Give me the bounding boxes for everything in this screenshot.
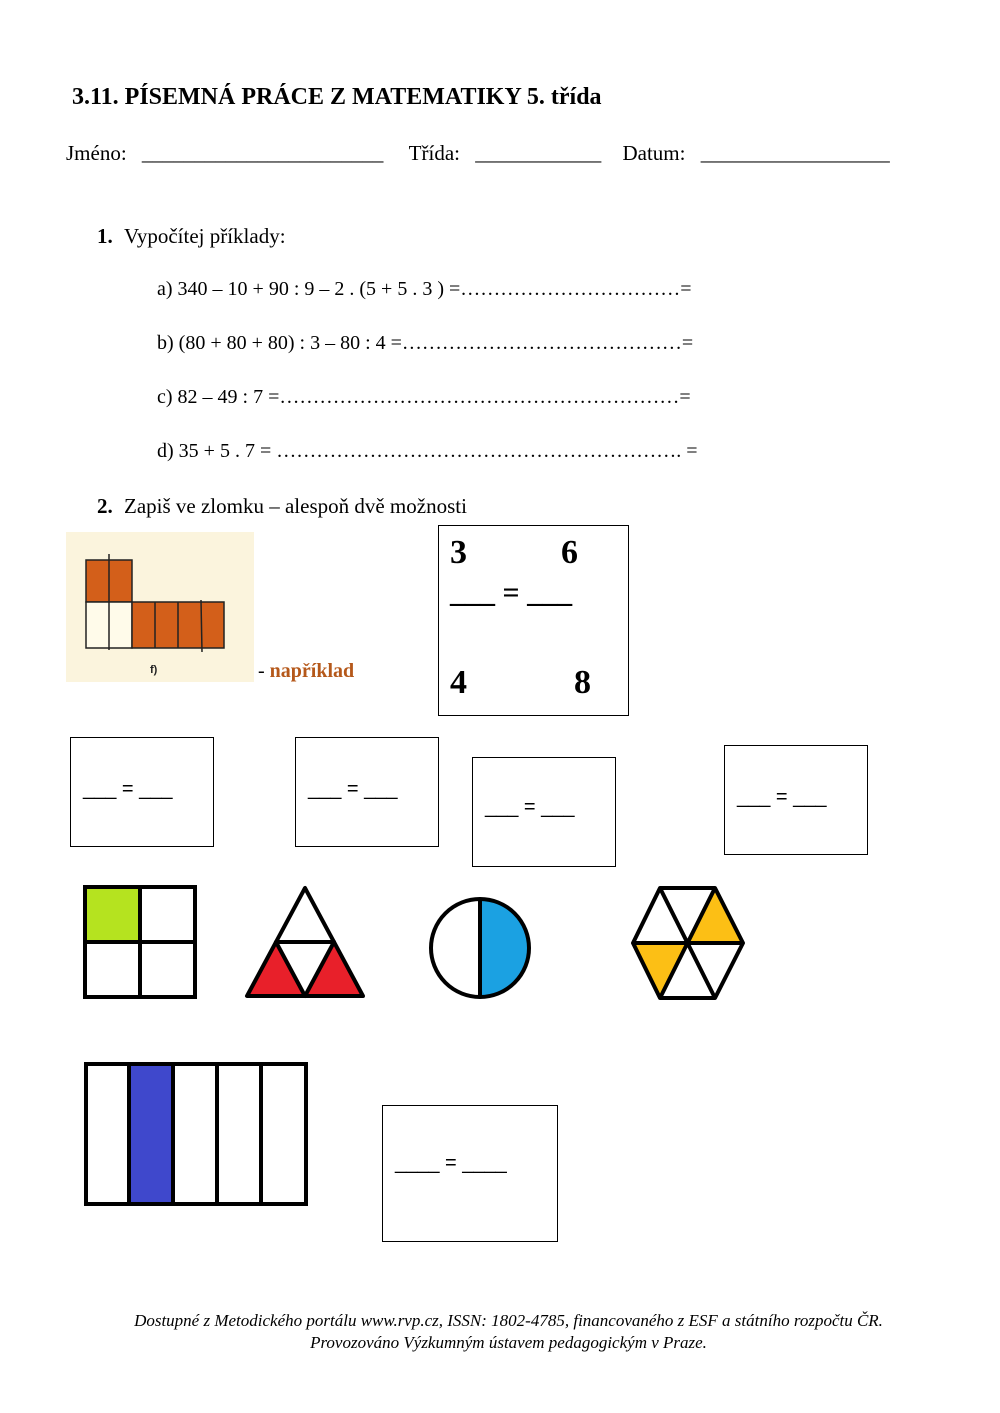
example-line bbox=[201, 600, 202, 652]
hexagon-yellow-part bbox=[688, 888, 743, 943]
rectangle-outline bbox=[86, 1064, 306, 1204]
answer-box-2[interactable] bbox=[295, 737, 439, 847]
triangle-shape bbox=[242, 882, 368, 1002]
answer-box-1[interactable] bbox=[70, 737, 214, 847]
exercise-1-title: Vypočítej příklady: bbox=[124, 224, 286, 248]
answer-box-4[interactable] bbox=[724, 745, 868, 855]
answer-box-text: ___ = ___ bbox=[737, 786, 827, 808]
example-image bbox=[66, 532, 254, 682]
exercise-1-number: 1. bbox=[97, 224, 113, 248]
date-label: Datum: bbox=[622, 141, 686, 165]
example-denominator-2: 8 bbox=[574, 664, 591, 701]
hexagon-yellow-part bbox=[633, 943, 688, 998]
square-green-quarter bbox=[85, 887, 140, 942]
student-info-row bbox=[66, 141, 890, 166]
class-label: Třída: bbox=[408, 141, 460, 165]
example-caption: f) bbox=[150, 664, 158, 676]
circle-blue-half bbox=[480, 899, 529, 997]
hexagon-shape bbox=[626, 881, 750, 1005]
answer-box-3[interactable] bbox=[472, 757, 616, 867]
exercise-1-heading bbox=[97, 224, 286, 249]
task-b[interactable]: b) (80 + 80 + 80) : 3 – 80 : 4 =……………………………………= bbox=[157, 332, 694, 354]
example-numerator-1: 3 bbox=[450, 534, 467, 571]
example-fraction-box bbox=[438, 525, 629, 716]
date-field[interactable]: __________________ bbox=[700, 141, 890, 165]
triangle-red-part bbox=[247, 942, 305, 996]
name-field[interactable]: _______________________ bbox=[141, 141, 384, 165]
footer-line-2: Provozováno Výzkumným ústavem pedagogickým v Praze. bbox=[310, 1333, 707, 1352]
exercise-2-number: 2. bbox=[97, 494, 113, 518]
example-fraction-bar: ___ = ___ bbox=[450, 576, 573, 609]
answer-box-text: ___ = ___ bbox=[83, 778, 173, 800]
answer-box-wide-text: ____ = ____ bbox=[395, 1152, 507, 1174]
exercise-2-heading bbox=[97, 494, 467, 519]
rectangle-blue-fifth bbox=[129, 1064, 173, 1204]
example-prefix: - bbox=[258, 660, 270, 682]
answer-box-5[interactable] bbox=[382, 1105, 558, 1242]
circle-halves-shape bbox=[427, 895, 533, 1001]
square-quarters-shape bbox=[80, 882, 200, 1002]
task-c[interactable]: c) 82 – 49 : 7 =……………………………………………………= bbox=[157, 386, 691, 408]
triangle-red-part bbox=[305, 942, 363, 996]
task-d[interactable]: d) 35 + 5 . 7 = ……………………………………………………. = bbox=[157, 440, 698, 462]
example-numerator-2: 6 bbox=[561, 534, 578, 571]
example-label bbox=[258, 660, 354, 683]
exercise-2-title: Zapiš ve zlomku – alespoň dvě možnosti bbox=[124, 494, 467, 518]
footer-line-1: Dostupné z Metodického portálu www.rvp.cz, ISSN: 1802-4785, financovaného z ESF a státního rozpočtu ČR. bbox=[134, 1311, 883, 1330]
example-shape-svg bbox=[66, 532, 254, 682]
rectangle-fifths-shape bbox=[81, 1059, 311, 1209]
example-denominator-1: 4 bbox=[450, 664, 467, 701]
name-label: Jméno: bbox=[66, 141, 127, 165]
example-word: například bbox=[269, 660, 355, 682]
class-field[interactable]: ____________ bbox=[475, 141, 602, 165]
answer-box-text: ___ = ___ bbox=[308, 778, 398, 800]
page-title: 3.11. PÍSEMNÁ PRÁCE Z MATEMATIKY 5. třída bbox=[72, 84, 602, 110]
answer-box-text: ___ = ___ bbox=[485, 796, 575, 818]
task-a[interactable]: a) 340 – 10 + 90 : 9 – 2 . (5 + 5 . 3 ) =……………………………= bbox=[157, 278, 692, 300]
